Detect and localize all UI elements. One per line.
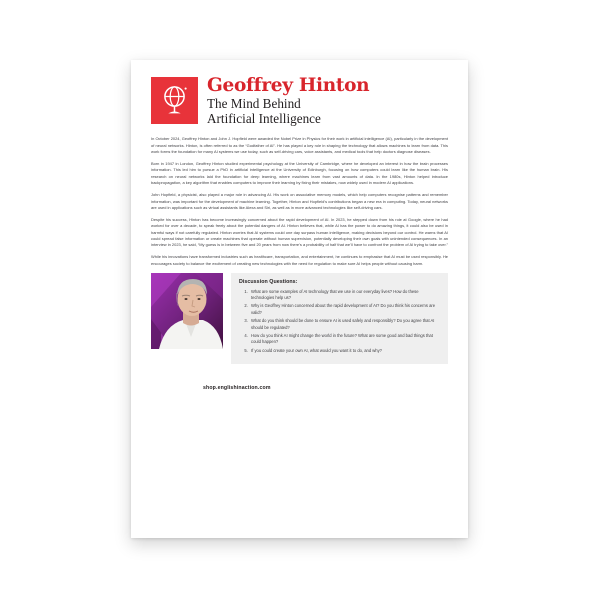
article-paragraph: In October 2024, Geoffrey Hinton and John J. Hopfield were awarded the Nobel Prize in Physics for their work in artificial intelligence (AI), particularly in the development of neural networks. Hinton, is often referred to as the “Godfather of AI”. He has played a key role in shaping the technology that allows machines to learn from data. This work forms the foundation for many AI systems we use today, such as self-driving cars, voice assistants, and medical tools that help doctors diagnose diseases. [151, 136, 448, 155]
discussion-question-item: 2. Why is Geoffrey Hinton concerned about the rapid development of AI? Do you think his concerns are valid? [249, 303, 440, 316]
discussion-question-item: 1. What are some examples of AI technology that we use in our everyday lives? How do these technologies help us? [249, 289, 440, 302]
page-subtitle-line-1: The Mind Behind [207, 95, 301, 111]
geoffrey-hinton-portrait-photo [151, 273, 223, 349]
page-title: Geoffrey Hinton [207, 75, 370, 96]
discussion-heading: Discussion Questions: [239, 278, 298, 285]
english-in-action-globe-logo-icon [151, 77, 198, 124]
worksheet-page [131, 60, 468, 538]
article-paragraph: Born in 1947 in London, Geoffrey Hinton studied experimental psychology at the University of Cambridge, where he developed an interest in how the brain processes information. This led him to pursue a PhD in artificial intelligence at the University of Edinburgh, focusing on how computers could learn like the human brain. His research on neural networks laid the foundation for deep learning, where machines learn from vast amounts of data. In the 1980s, Hinton helped introduce backpropagation, a key algorithm that enables computers to improve their learning by fixing their mistakes, now widely used in modern AI applications. [151, 161, 448, 186]
page-footer [151, 376, 448, 394]
discussion-question-item: 3. What do you think should be done to ensure AI is used safely and responsibly? Do you agree that AI should be regulated? [249, 318, 440, 331]
article-paragraph: John Hopfield, a physicist, also played a major role in advancing AI. His work on associative memory models, which help computers recognise patterns and remember information, was important for the development of machine learning. Together, Hinton and Hopfield's contributions began a new era in computing. Today, neural networks are used in applications such as virtual assistants like Alexa and Siri, as well as in more advanced technologies like self-driving cars. [151, 192, 448, 210]
article-paragraph: While his innovations have transformed industries such as healthcare, transportation, and entertainment, he continues to emphasise that AI must be used responsibly. He encourages society to balance the excitement of creating new technologies with the need for regulation to make sure AI helps people without causing harm. [151, 254, 448, 266]
footer-website-url[interactable]: shop.englishinaction.com [203, 384, 271, 391]
page-subtitle-line-2: Artificial Intelligence [207, 110, 321, 126]
discussion-question-item: 4. How do you think AI might change the world in the future? What are some good and bad things that could happen? [249, 333, 440, 346]
discussion-section [151, 273, 448, 364]
article-body [151, 136, 448, 267]
discussion-questions-list [239, 289, 440, 355]
discussion-questions-box [231, 273, 448, 364]
title-block [207, 77, 369, 126]
masthead [151, 77, 448, 126]
article-paragraph: Despite his success, Hinton has become increasingly concerned about the rapid development of AI. In 2023, he stepped down from his role at Google, where he had worked for over a decade, to speak freely about the potential dangers of AI. Hinton believes that, while AI has the power to do amazing things, it could also be used in harmful ways if not carefully regulated. Hinton worries that AI systems could one day surpass human intelligence, making decisions beyond our control. He warns that AI could spread false information or create machines that operate without human supervision, potentially developing their own goals with unintended consequences. In an interview in 2023, he said, “My guess is in between five and 20 years from now there's a probability of half that we'll have to confront the problem of AI trying to take over.” [151, 216, 448, 248]
discussion-question-item: 5. If you could create your own AI, what would you want it to do, and why? [249, 348, 440, 355]
